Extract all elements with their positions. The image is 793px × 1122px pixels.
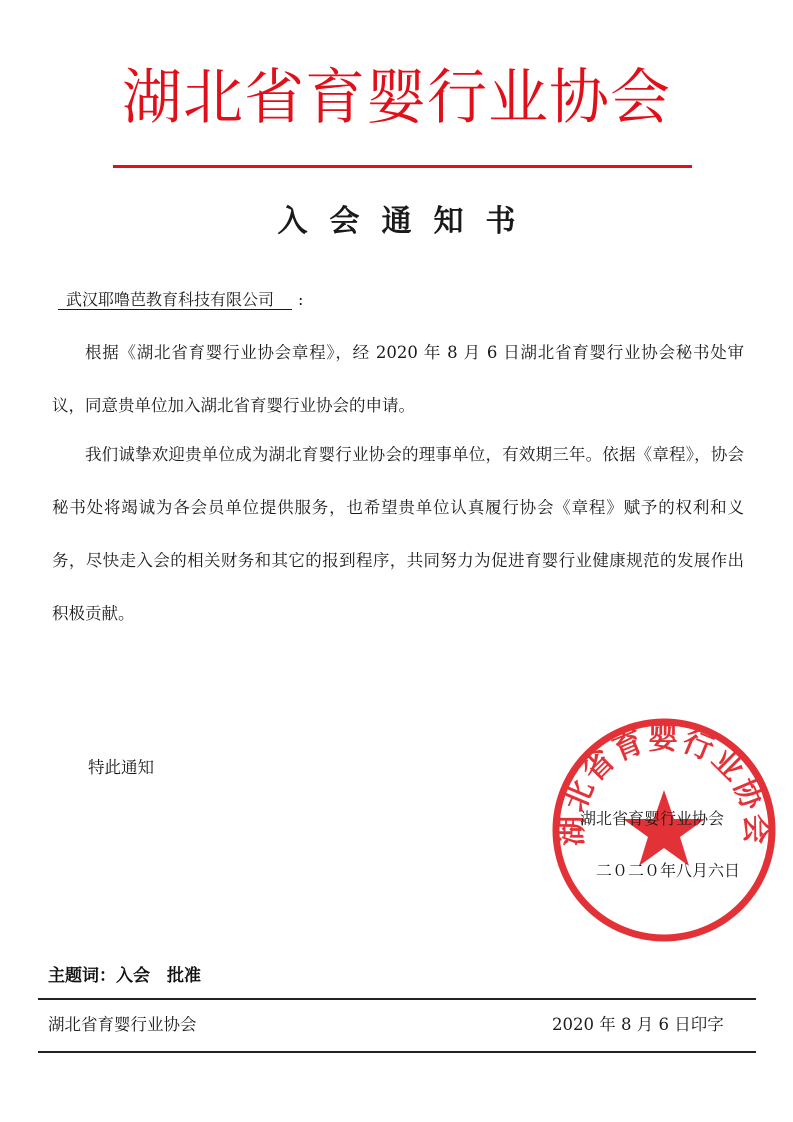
addressee-colon: : bbox=[298, 290, 304, 309]
seal-arc-text: 湖北省育婴行业协会 bbox=[554, 721, 774, 847]
document-title: 入会通知书 bbox=[277, 204, 538, 239]
body-paragraph-2: 我们诚挚欢迎贵单位成为湖北育婴行业协会的理事单位，有效期三年。依据《章程》，协会秘书处将竭诚为各会员单位提供服务，也希望贵单位认真履行协会《章程》赋予的权利和义务，尽快走入会的相关财务和其它的报到程序，共同努力为促进育婴行业健康规范的发展作出积极贡献。 bbox=[52, 445, 744, 623]
closing-phrase: 特此通知 bbox=[88, 758, 154, 777]
footer-issuing-org: 湖北省育婴行业协会 bbox=[48, 1015, 197, 1034]
subject-keywords: 主题词：入会 批准 bbox=[48, 966, 201, 986]
body-paragraph-1: 根据《湖北省育婴行业协会章程》，经 2020 年 8 月 6 日湖北省育婴行业协会秘书处审议，同意贵单位加入湖北省育婴行业协会的申请。 bbox=[52, 343, 744, 415]
addressee-name: 武汉耶噜芭教育科技有限公司 bbox=[58, 290, 292, 310]
footer-print-date: 2020 年 8 月 6 日印字 bbox=[552, 1015, 724, 1034]
footer-bottom-rule bbox=[38, 1051, 756, 1053]
addressee-line bbox=[58, 288, 303, 312]
signature-date: 二０二０年八月六日 bbox=[596, 861, 741, 880]
letterhead-red-rule bbox=[113, 165, 692, 168]
signature-organization: 湖北省育婴行业协会 bbox=[580, 809, 725, 828]
org-letterhead-title: 湖北省育婴行业协会 bbox=[122, 63, 671, 133]
footer-top-rule bbox=[38, 998, 756, 1000]
